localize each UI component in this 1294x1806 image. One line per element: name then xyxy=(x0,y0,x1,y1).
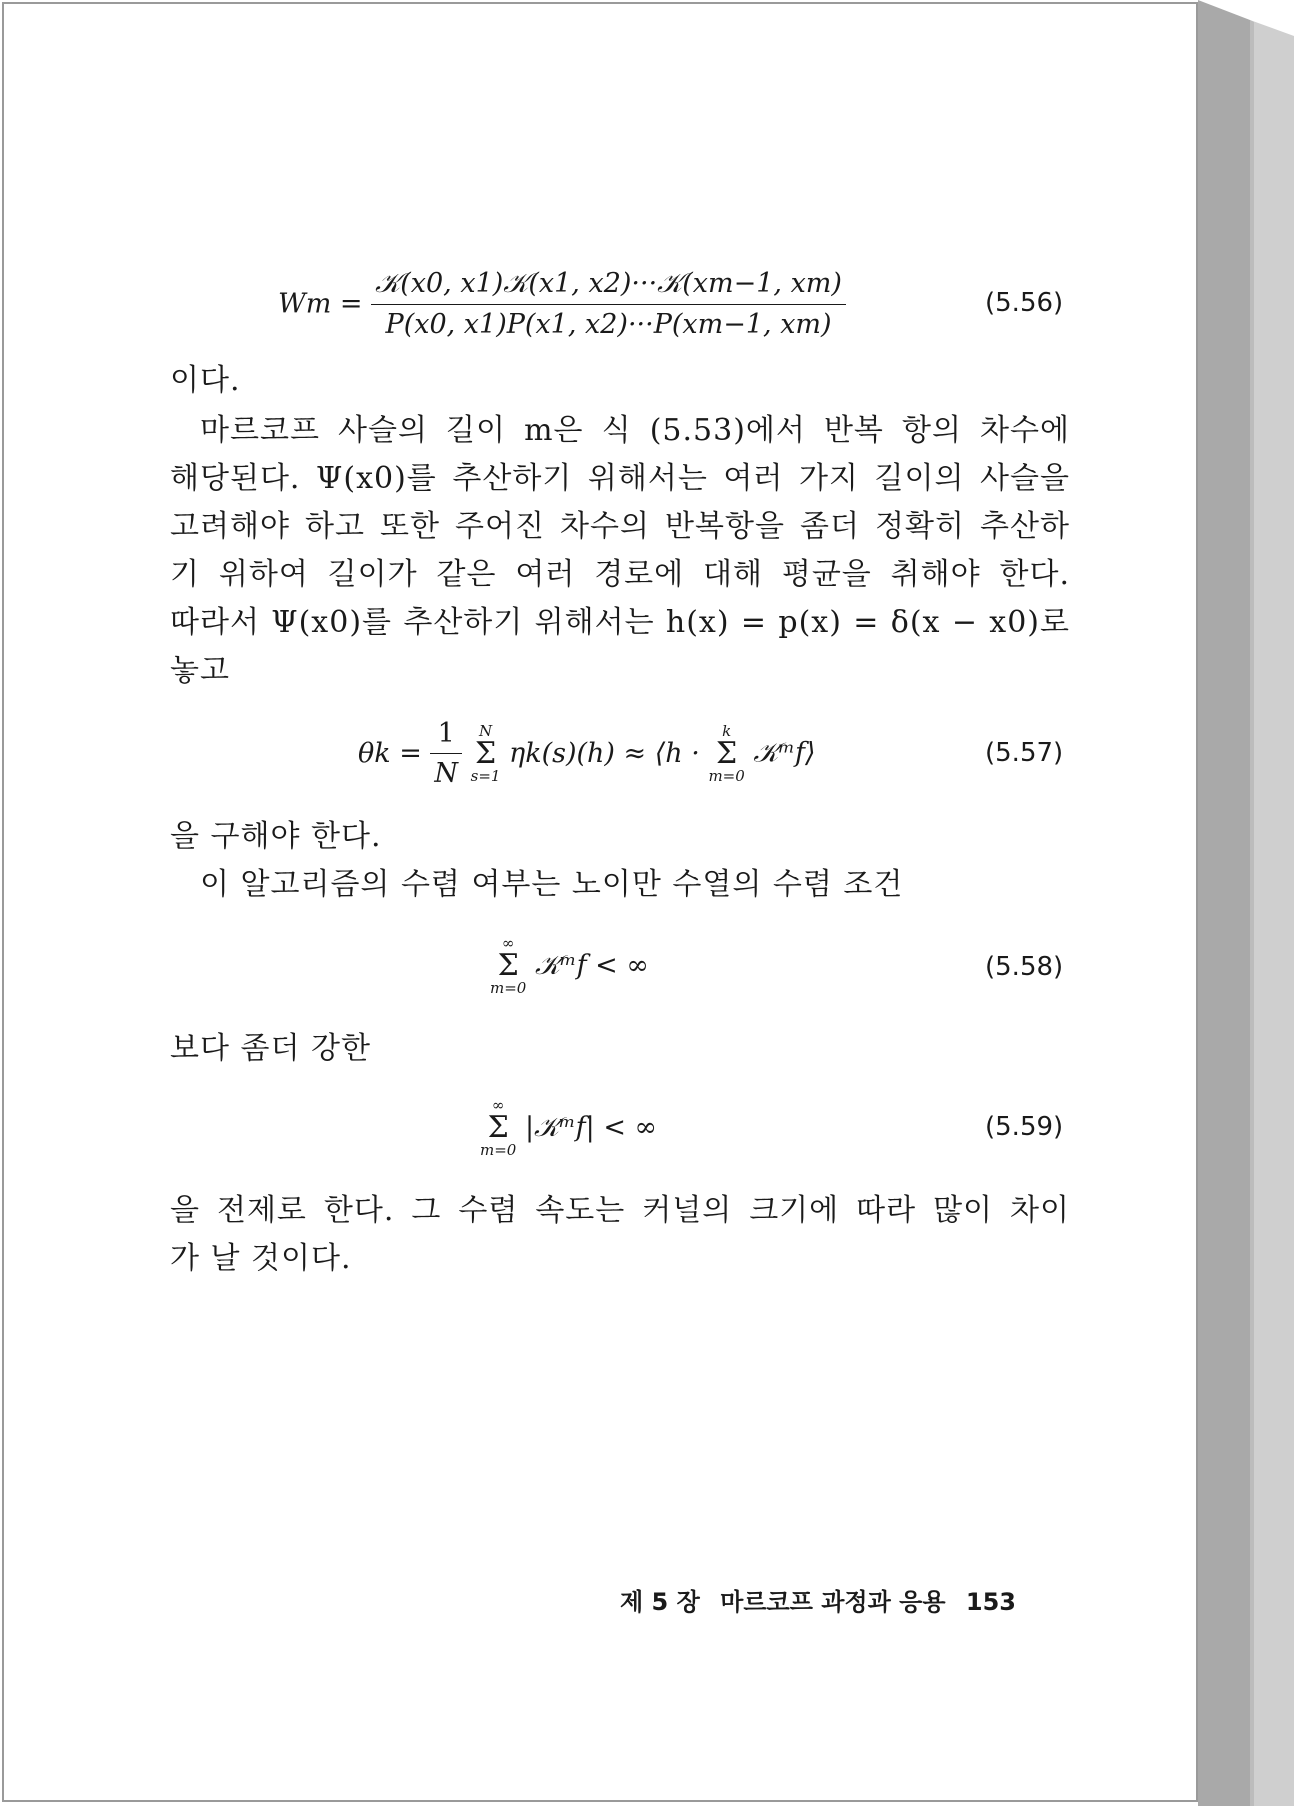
eq-5-57-sum-2-bottom: m=0 xyxy=(708,766,745,785)
equation-number-5-56: (5.56) xyxy=(985,288,1064,318)
page-number: 153 xyxy=(965,1588,1016,1616)
eq-5-57-sum-2 xyxy=(708,721,745,785)
footer-title: 마르코프 과정과 응용 xyxy=(720,1588,946,1616)
eq-5-59-sum-bottom: m=0 xyxy=(480,1141,517,1159)
eq-5-56-lhs: Wm = xyxy=(278,288,363,320)
equation-5-58 xyxy=(490,936,649,996)
footer-chapter: 제 5 장 xyxy=(620,1588,700,1616)
text-line-1: 이다. xyxy=(170,363,241,398)
eq-5-58-sum-bottom: m=0 xyxy=(490,979,527,997)
eq-5-59-sum xyxy=(480,1098,516,1158)
eq-5-57-frac-num: 1 xyxy=(430,718,462,754)
eq-5-56-denominator: P(x0, x1)P(x1, x2)···P(xm−1, xm) xyxy=(385,309,832,340)
eq-5-57-sum-1 xyxy=(470,721,501,785)
text-line-10: 보다 좀더 강한 xyxy=(170,1031,371,1066)
eq-5-57-sum-1-top: N xyxy=(478,721,493,740)
eq-5-59-sum-top: ∞ xyxy=(491,1096,505,1114)
sigma-symbol: Σ xyxy=(474,735,497,771)
text-line-4: 고려해야 하고 또한 주어진 차수의 반복항을 좀더 정확히 추산하 xyxy=(170,509,1070,544)
equation-5-59 xyxy=(480,1098,657,1158)
page-footer xyxy=(620,1582,1028,1617)
text-line-6: 따라서 Ψ(x0)를 추산하기 위해서는 h(x) = p(x) = δ(x − x0)로 xyxy=(170,605,1070,640)
equation-number-5-58: (5.58) xyxy=(985,952,1064,982)
eq-5-57-frac-den: N xyxy=(434,758,459,789)
sigma-symbol: Σ xyxy=(497,948,519,983)
text-line-7: 놓고 xyxy=(170,653,230,688)
equation-5-57 xyxy=(358,718,816,789)
text-line-2: 마르코프 사슬의 길이 m은 식 (5.53)에서 반복 항의 차수에 xyxy=(200,413,1070,448)
eq-5-56-fraction xyxy=(371,268,846,340)
eq-5-57-term-2: 𝒦ᵐf⟩ xyxy=(753,737,816,769)
book-spine xyxy=(1198,0,1294,1806)
text-line-12: 가 날 것이다. xyxy=(170,1241,352,1276)
eq-5-59-body: |𝒦ᵐf| < ∞ xyxy=(524,1112,658,1143)
text-line-3: 해당된다. Ψ(x0)를 추산하기 위해서는 여러 가지 길이의 사슬을 xyxy=(170,461,1070,496)
text-line-5: 기 위하여 길이가 같은 여러 경로에 대해 평균을 취해야 한다. xyxy=(170,557,1070,592)
equation-number-5-59: (5.59) xyxy=(985,1112,1064,1142)
eq-5-56-numerator: 𝒦(x0, x1)𝒦(x1, x2)···𝒦(xm−1, xm) xyxy=(371,268,846,305)
text-line-11: 을 전제로 한다. 그 수렴 속도는 커널의 크기에 따라 많이 차이 xyxy=(170,1193,1070,1228)
text-line-9: 이 알고리즘의 수렴 여부는 노이만 수열의 수렴 조건 xyxy=(200,867,904,902)
eq-5-58-sum xyxy=(490,936,526,996)
eq-5-57-sum-2-top: k xyxy=(722,721,732,740)
text-line-8: 을 구해야 한다. xyxy=(170,819,382,854)
sigma-symbol: Σ xyxy=(716,735,738,771)
eq-5-57-fraction xyxy=(430,718,462,789)
eq-5-57-sum-1-bottom: s=1 xyxy=(470,766,501,785)
eq-5-58-body: 𝒦ᵐf < ∞ xyxy=(534,950,649,981)
equation-number-5-57: (5.57) xyxy=(985,738,1064,768)
eq-5-58-sum-top: ∞ xyxy=(501,934,515,952)
sigma-symbol: Σ xyxy=(487,1110,509,1145)
eq-5-57-term-1: ηk(s)(h) ≈ ⟨h · xyxy=(509,738,700,769)
equation-5-56 xyxy=(278,268,846,340)
eq-5-57-lhs: θk = xyxy=(358,738,422,769)
